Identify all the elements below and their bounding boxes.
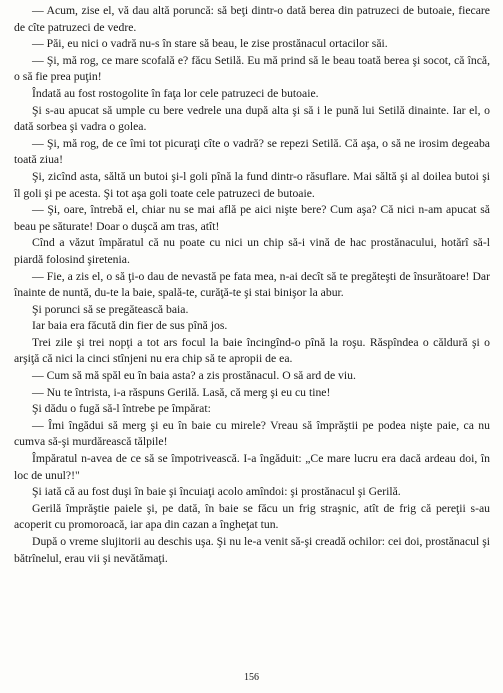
paragraph: Şi iată că au fost duşi în baie şi încuiaţi acolo amîndoi: şi prostănacul şi Gerilă. <box>32 485 401 499</box>
paragraph: — Şi, oare, întrebă el, chiar nu se mai află pe aici nişte bere? Cum aşa? Că nici n-am apucat să beau pe săturate! Doar o duşcă am tras, atît! <box>14 203 490 233</box>
paragraph: Gerilă împrăştie paiele şi, pe dată, în baie se făcu un frig straşnic, atît de frig că pereţii s-au acoperit cu promoroacă, iar apa din cazan a îngheţat tun. <box>14 501 490 532</box>
paragraph: Îndată au fost rostogolite în faţa lor cele patruzeci de butoaie. <box>32 86 319 100</box>
paragraph: — Nu te întrista, i-a răspuns Gerilă. Lasă, că merg şi eu cu tine! <box>32 385 331 399</box>
paragraph: Şi s-au apucat să umple cu bere vedrele una după alta şi să i le pună lui Setilă dinainte. Iar el, o dată sorbea şi vadra o golea. <box>14 103 490 134</box>
body-text <box>14 3 490 567</box>
paragraph: Şi, zicînd asta, săltă un butoi şi-l goli pînă la fund dintr-o răsuflare. Mai săltă şi al doilea butoi şi îl goli şi pe acesta. Şi tot aşa goli toate cele patruzeci de butoaie. <box>14 169 490 200</box>
paragraph: — Cum să mă spăl eu în baia asta? a zis prostănacul. O să ard de viu. <box>32 369 356 383</box>
paragraph: — Şi, mă rog, ce mare scofală e? făcu Setilă. Eu mă prind să le beau toată berea şi socot, că încă, o să fie prea puţin! <box>14 53 490 84</box>
paragraph: — Păi, eu nici o vadră nu-s în stare să beau, le zise prostănacul ortacilor săi. <box>32 37 388 51</box>
paragraph: Cînd a văzut împăratul că nu poate cu nici un chip să-i vină de hac prostănacului, hotărî să-l piardă folosind şiretenia. <box>14 236 490 266</box>
paragraph: Şi dădu o fugă să-l întrebe pe împărat: <box>32 402 211 416</box>
paragraph: Iar baia era făcută din fier de sus pînă jos. <box>32 319 228 333</box>
paragraph: Şi porunci să se pregătească baia. <box>32 302 189 316</box>
paragraph: — Şi, mă rog, de ce îmi tot picuraţi cîte o vadră? se repezi Setilă. Că aşa, o să ne irosim degeaba toată ziua! <box>14 136 490 167</box>
page-number: 156 <box>244 672 259 683</box>
paragraph: Trei zile şi trei nopţi a tot ars focul la baie încingînd-o pînă la roşu. Răspîndea o căldură şi o arşiţă că nici la cinci stînjeni nu era chip să te apropii de ea. <box>14 335 490 366</box>
paragraph: — Fie, a zis el, o să ţi-o dau de nevastă pe fata mea, n-ai decît să te pregăteşti de însurătoare! Dar înainte de nuntă, du-te la baie, spală-te, curăţă-te şi stai binişor la abur. <box>14 269 490 300</box>
paragraph: — Îmi îngădui să merg şi eu în baie cu mirele? Vreau să împrăştii pe podea nişte paie, ca nu cumva să-şi murdărească tălpile! <box>14 418 490 449</box>
paragraph: După o vreme slujitorii au deschis uşa. Şi nu le-a venit să-şi creadă ochilor: cei doi, prostănacul şi bătrînelul, erau vii şi nevătămaţi. <box>14 535 490 565</box>
paragraph: — Acum, zise el, vă dau altă poruncă: să beţi dintr-o dată berea din patruzeci de butoaie, fiecare de cîte patruzeci de vedre. <box>14 4 490 34</box>
paragraph: Împăratul n-avea de ce să se împotrivească. I-a îngăduit: „Ce mare lucru era dacă ardeau doi, în loc de unul?!" <box>14 452 490 482</box>
